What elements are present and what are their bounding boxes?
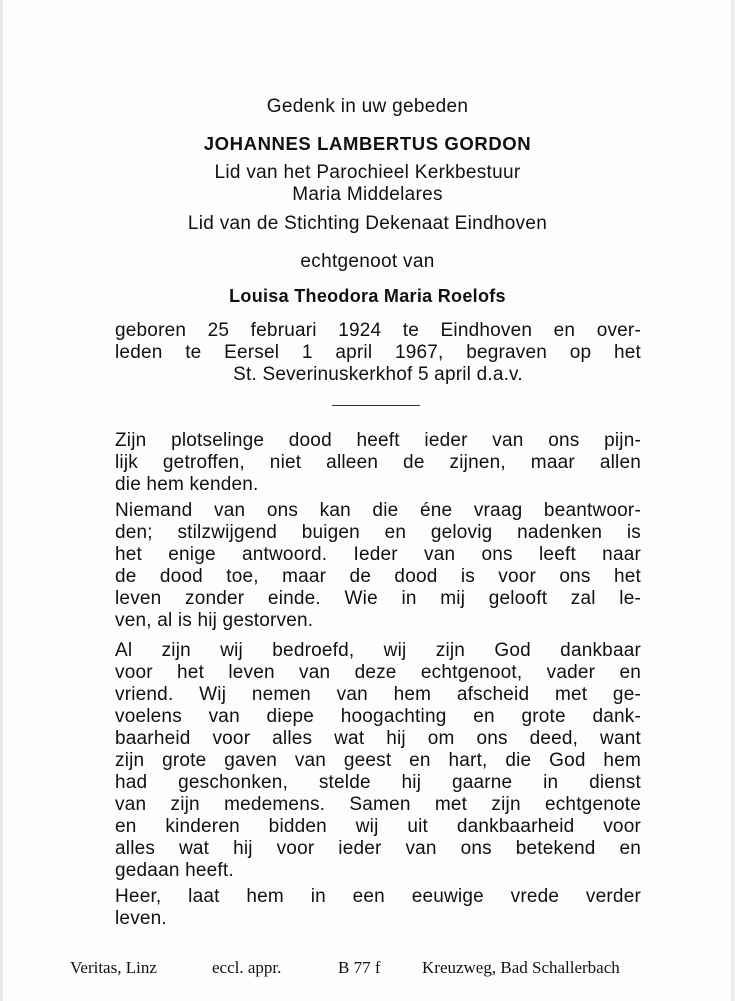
paragraph-1 — [115, 430, 641, 496]
text-line: vriend. Wij nemen van hem afscheid met ge- — [115, 684, 641, 705]
spouse-name: Louisa Theodora Maria Roelofs — [229, 286, 506, 306]
publisher: Veritas, Linz — [70, 958, 157, 977]
text-line: Heer, laat hem in een eeuwige vrede verder — [115, 886, 641, 907]
approval: eccl. appr. — [212, 958, 282, 977]
catalog-code: B 77 f — [338, 958, 381, 977]
paragraph-3 — [115, 640, 641, 882]
role-line-2: Lid van de Stichting Dekenaat Eindhoven — [187, 213, 548, 234]
text-line: de dood toe, maar de dood is voor ons het — [115, 566, 641, 587]
intro-text: Gedenk in uw gebeden — [266, 96, 469, 117]
text-line: voor het leven van deze echtgenoot, vader en — [115, 662, 641, 683]
dates-line: leden te Eersel 1 april 1967, begraven op het — [115, 342, 641, 363]
dates-line: geboren 25 februari 1924 te Eindhoven en over- — [115, 320, 641, 341]
text-line: Al zijn wij bedroefd, wij zijn God dankbaar — [115, 640, 641, 661]
text-line: lijk getroffen, niet alleen de zijnen, maar allen — [115, 452, 641, 473]
role-line-1a: Lid van het Parochieel Kerkbestuur — [214, 162, 521, 183]
text-line: zijn grote gaven van geest en hart, die God hem — [115, 750, 641, 771]
text-line: baarheid voor alles wat hij om ons deed, want — [115, 728, 641, 749]
text-line: leven zonder einde. Wie in mij gelooft zal le- — [115, 588, 641, 609]
role-line-1b: Maria Middelares — [292, 184, 443, 205]
paragraph-4 — [115, 886, 641, 930]
life-dates — [115, 320, 641, 386]
paragraph-2 — [115, 500, 641, 632]
deceased-name: JOHANNES LAMBERTUS GORDON — [203, 133, 532, 154]
printer-footer — [70, 958, 690, 982]
text-line: gedaan heeft. — [115, 860, 234, 881]
text-line: Zijn plotselinge dood heeft ieder van ons pijn- — [115, 430, 641, 451]
text-line: die hem kenden. — [115, 474, 259, 495]
dates-line: St. Severinuskerkhof 5 april d.a.v. — [233, 364, 523, 385]
text-line: Niemand van ons kan die éne vraag beantwoor- — [115, 500, 641, 521]
text-line: had geschonken, stelde hij gaarne in dienst — [115, 772, 641, 793]
text-line: alles wat hij voor ieder van ons betekend en — [115, 838, 641, 859]
text-line: en kinderen bidden wij uit dankbaarheid voor — [115, 816, 641, 837]
text-line: leven. — [115, 908, 167, 929]
divider — [332, 405, 420, 406]
text-line: voelens van diepe hoogachting en grote dank- — [115, 706, 641, 727]
series-name: Kreuzweg, Bad Schallerbach — [422, 958, 620, 977]
text-line: ven, al is hij gestorven. — [115, 610, 314, 631]
text-line: van zijn medemens. Samen met zijn echtgenote — [115, 794, 641, 815]
text-line: het enige antwoord. Ieder van ons leeft naar — [115, 544, 641, 565]
text-line: den; stilzwijgend buigen en gelovig nadenken is — [115, 522, 641, 543]
spouse-intro: echtgenoot van — [300, 251, 435, 272]
